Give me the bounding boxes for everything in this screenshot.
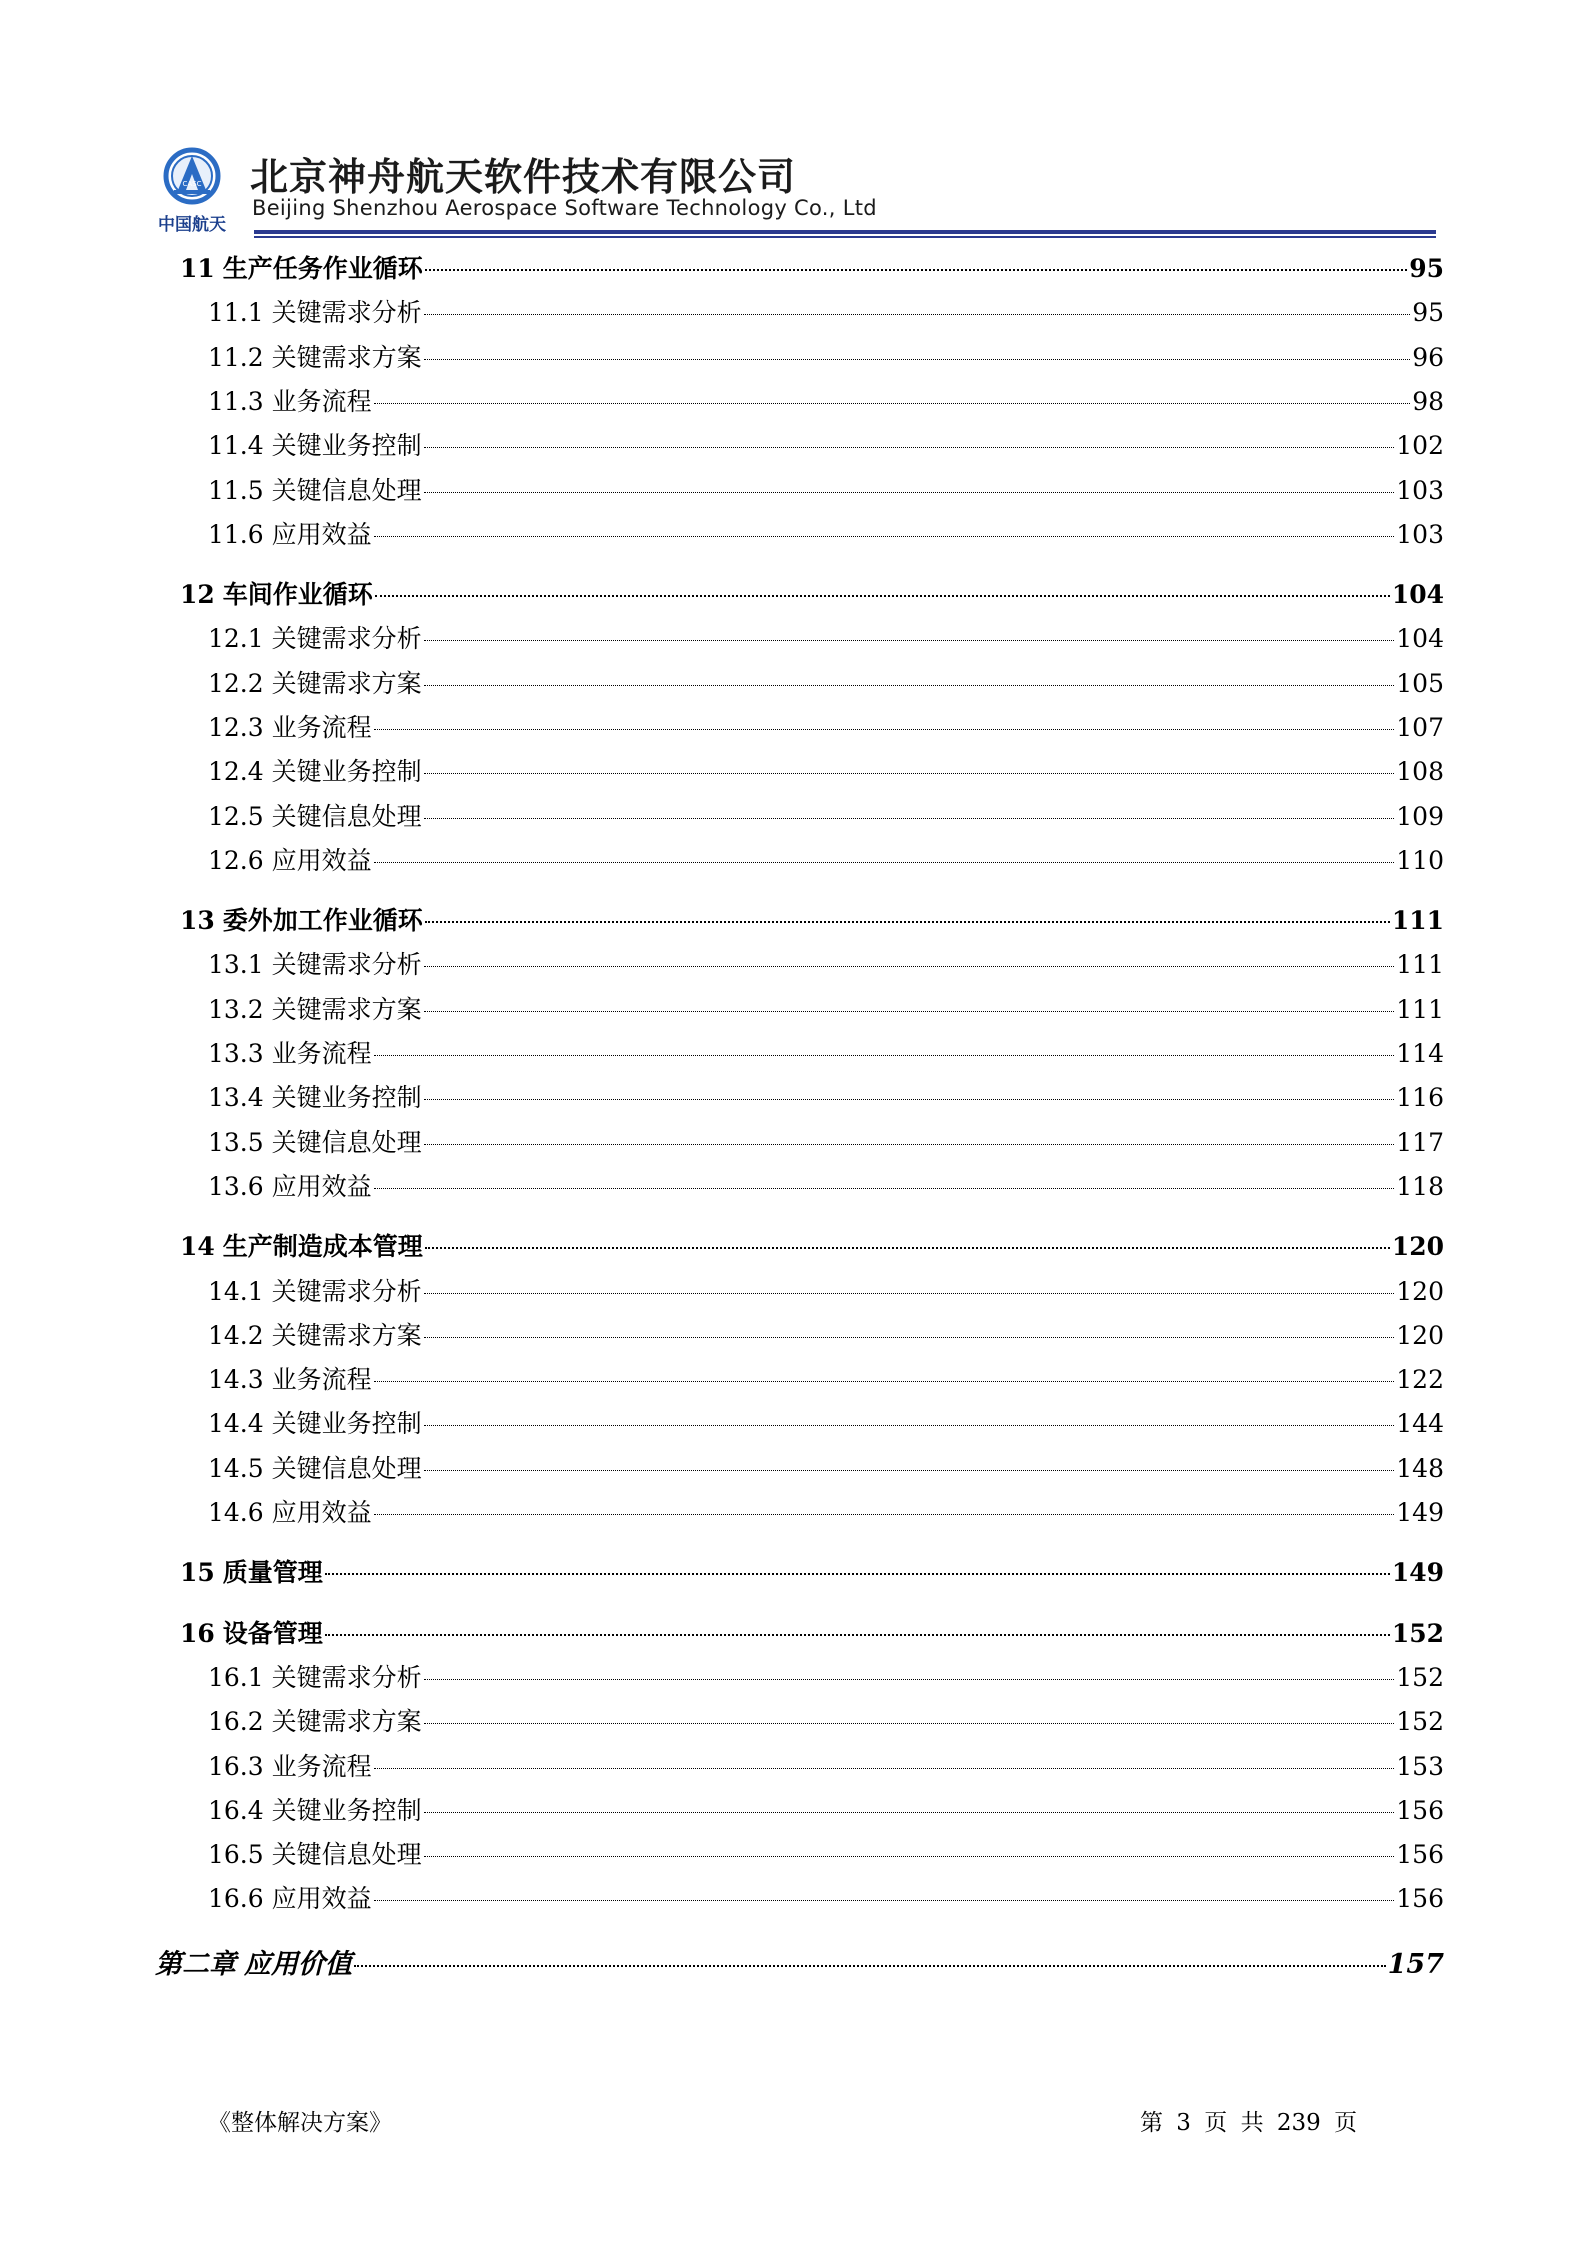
toc-entry-page: 111 [1396, 950, 1444, 979]
toc-entry-section[interactable] [208, 1747, 1444, 1783]
toc-entry-title: 质量管理 [222, 1558, 323, 1587]
toc-entry-section[interactable] [208, 619, 1444, 655]
toc-dot-leader [325, 1573, 1390, 1575]
toc-dot-leader [424, 1679, 1395, 1680]
toc-entry-number: 11.6 [208, 520, 264, 549]
toc-entry-chapter[interactable] [180, 575, 1444, 611]
toc-entry-chapter[interactable] [180, 1227, 1444, 1263]
toc-entry-section[interactable] [208, 1167, 1444, 1203]
toc-entry-number: 14.5 [208, 1454, 264, 1483]
toc-entry-title: 关键需求分析 [271, 1663, 422, 1692]
casc-logo [158, 146, 238, 234]
toc-entry-section[interactable] [208, 1449, 1444, 1485]
toc-entry-title: 业务流程 [271, 1752, 372, 1781]
toc-entry-page: 122 [1396, 1365, 1444, 1394]
toc-entry-title: 关键需求方案 [271, 669, 422, 698]
toc-dot-leader [424, 1293, 1395, 1294]
toc-entry-number: 14 [180, 1232, 215, 1261]
toc-entry-title: 关键业务控制 [271, 757, 422, 786]
toc-entry-page: 95 [1409, 254, 1444, 283]
toc-entry-section[interactable] [208, 1123, 1444, 1159]
toc-entry-title: 应用效益 [271, 1172, 372, 1201]
toc-entry-page: 156 [1396, 1884, 1444, 1913]
toc-dot-leader [374, 403, 1411, 404]
toc-entry-title: 应用效益 [271, 520, 372, 549]
toc-entry-number: 第二章 [155, 1949, 236, 1980]
toc-entry-page: 103 [1396, 520, 1444, 549]
casc-emblem-icon [158, 146, 238, 212]
toc-entry-page: 111 [1391, 906, 1444, 935]
toc-dot-leader [424, 773, 1395, 774]
toc-entry-number: 16.3 [208, 1752, 264, 1781]
toc-dot-leader [374, 1381, 1395, 1382]
toc-entry-section[interactable] [208, 1702, 1444, 1738]
toc-dot-leader [375, 595, 1390, 597]
toc-entry-title: 设备管理 [222, 1619, 323, 1648]
toc-entry-number: 16.4 [208, 1796, 264, 1825]
toc-entry-page: 105 [1396, 669, 1444, 698]
toc-dot-leader [374, 536, 1395, 537]
toc-dot-leader [424, 1470, 1395, 1471]
toc-entry-number: 12.2 [208, 669, 264, 698]
toc-dot-leader [374, 1514, 1395, 1515]
toc-entry-section[interactable] [208, 945, 1444, 981]
toc-dot-leader [424, 314, 1411, 315]
toc-entry-section[interactable] [208, 515, 1444, 551]
toc-entry-number: 13.4 [208, 1083, 264, 1112]
toc-dot-leader [424, 1425, 1395, 1426]
toc-dot-leader [425, 921, 1390, 923]
toc-entry-page: 109 [1396, 802, 1444, 831]
toc-entry-page: 157 [1387, 1949, 1444, 1980]
toc-entry-number: 11.5 [208, 476, 264, 505]
toc-entry-title: 生产任务作业循环 [222, 254, 423, 283]
toc-dot-leader [425, 269, 1407, 271]
toc-entry-page: 116 [1396, 1083, 1444, 1112]
toc-entry-number: 14.3 [208, 1365, 264, 1394]
toc-entry-page: 104 [1391, 580, 1444, 609]
company-name-en: Beijing Shenzhou Aerospace Software Technology Co., Ltd [252, 196, 877, 220]
toc-entry-title: 关键需求分析 [271, 624, 422, 653]
toc-entry-section[interactable] [208, 1272, 1444, 1308]
toc-dot-leader [424, 640, 1395, 641]
toc-entry-page: 98 [1412, 387, 1444, 416]
footer-doc-title: 《整体解决方案》 [208, 2110, 392, 2136]
toc-entry-number: 14.4 [208, 1409, 264, 1438]
toc-entry-section[interactable] [208, 1493, 1444, 1529]
toc-dot-leader [424, 1723, 1395, 1724]
toc-entry-section[interactable] [208, 1360, 1444, 1396]
toc-entry-section[interactable] [208, 1658, 1444, 1694]
toc-entry-page: 103 [1396, 476, 1444, 505]
toc-entry-number: 11 [180, 254, 215, 283]
toc-entry-number: 12.5 [208, 802, 264, 831]
toc-entry-page: 120 [1391, 1232, 1444, 1261]
toc-entry-section[interactable] [208, 1034, 1444, 1070]
toc-entry-section[interactable] [208, 1316, 1444, 1352]
toc-entry-title: 关键需求方案 [271, 343, 422, 372]
toc-entry-page: 95 [1412, 298, 1444, 327]
toc-entry-section[interactable] [208, 752, 1444, 788]
toc-dot-leader [424, 1812, 1395, 1813]
toc-entry-number: 16.5 [208, 1840, 264, 1869]
footer-page-info: 第 3 页 共 239 页 [1140, 2110, 1358, 2136]
toc-entry-title: 业务流程 [271, 713, 372, 742]
toc-entry-number: 12.3 [208, 713, 264, 742]
toc-entry-number: 16.6 [208, 1884, 264, 1913]
toc-entry-number: 12 [180, 580, 215, 609]
toc-dot-leader [424, 1099, 1395, 1100]
toc-entry-page: 120 [1396, 1321, 1444, 1350]
toc-dot-leader [374, 1768, 1395, 1769]
toc-dot-leader [374, 1055, 1395, 1056]
header-rule-thin [254, 236, 1436, 238]
toc-entry-page: 110 [1396, 846, 1444, 875]
toc-entry-page: 149 [1391, 1558, 1444, 1587]
toc-entry-number: 12.4 [208, 757, 264, 786]
toc-dot-leader [424, 1144, 1395, 1145]
toc-entry-number: 13.6 [208, 1172, 264, 1201]
toc-entry-section[interactable] [208, 382, 1444, 418]
toc-entry-title: 关键需求分析 [271, 298, 422, 327]
toc-entry-title: 应用效益 [271, 846, 372, 875]
toc-entry-page: 144 [1396, 1409, 1444, 1438]
toc-entry-section[interactable] [208, 841, 1444, 877]
toc-entry-page: 96 [1412, 343, 1444, 372]
toc-entry-number: 13.1 [208, 950, 264, 979]
toc-entry-number: 16.2 [208, 1707, 264, 1736]
toc-entry-title: 关键业务控制 [271, 1409, 422, 1438]
toc-entry-title: 关键信息处理 [271, 1128, 422, 1157]
toc-entry-page: 152 [1396, 1663, 1444, 1692]
toc-entry-title: 业务流程 [271, 387, 372, 416]
toc-entry-section[interactable] [208, 708, 1444, 744]
toc-entry-title: 委外加工作业循环 [222, 906, 423, 935]
toc-dot-leader [374, 729, 1395, 730]
toc-dot-leader [424, 1011, 1395, 1012]
toc-entry-number: 13.2 [208, 995, 264, 1024]
toc-entry-number: 13.3 [208, 1039, 264, 1068]
company-name-cn: 北京神舟航天软件技术有限公司 [250, 155, 797, 199]
toc-entry-number: 11.4 [208, 431, 264, 460]
page-header [158, 142, 1438, 242]
toc-dot-leader [424, 492, 1395, 493]
logo-text: 中国航天 [158, 215, 226, 235]
toc-entry-title: 关键需求分析 [271, 950, 422, 979]
toc-entry-number: 11.3 [208, 387, 264, 416]
toc-entry-number: 11.2 [208, 343, 264, 372]
toc-entry-number: 11.1 [208, 298, 264, 327]
toc-entry-page: 149 [1396, 1498, 1444, 1527]
toc-entry-number: 16.1 [208, 1663, 264, 1692]
toc-dot-leader [424, 1337, 1395, 1338]
toc-entry-chapter[interactable] [180, 1553, 1444, 1589]
toc-entry-page: 156 [1396, 1796, 1444, 1825]
toc-entry-page: 156 [1396, 1840, 1444, 1869]
toc-entry-title: 关键信息处理 [271, 1840, 422, 1869]
toc-entry-section[interactable] [208, 990, 1444, 1026]
toc-entry-number: 12.6 [208, 846, 264, 875]
toc-entry-page: 153 [1396, 1752, 1444, 1781]
toc-entry-section[interactable] [208, 1791, 1444, 1827]
toc-dot-leader [374, 1188, 1395, 1189]
toc-entry-title: 应用价值 [244, 1949, 352, 1980]
toc-entry-page: 104 [1396, 624, 1444, 653]
toc-entry-page: 107 [1396, 713, 1444, 742]
toc-entry-number: 13.5 [208, 1128, 264, 1157]
toc-entry-page: 108 [1396, 757, 1444, 786]
toc-entry-section[interactable] [208, 797, 1444, 833]
toc-entry-number: 12.1 [208, 624, 264, 653]
toc-entry-title: 关键业务控制 [271, 431, 422, 460]
toc-entry-chapter[interactable] [180, 1614, 1444, 1650]
toc-dot-leader [424, 685, 1395, 686]
toc-entry-number: 14.2 [208, 1321, 264, 1350]
toc-entry-title: 业务流程 [271, 1365, 372, 1394]
toc-entry-title: 关键需求方案 [271, 1707, 422, 1736]
toc-dot-leader [425, 1247, 1390, 1249]
toc-entry-section[interactable] [208, 426, 1444, 462]
toc-entry-page: 102 [1396, 431, 1444, 460]
toc-dot-leader [424, 359, 1411, 360]
toc-entry-title: 关键需求分析 [271, 1277, 422, 1306]
toc-entry-chapter[interactable] [180, 901, 1444, 937]
toc-dot-leader [374, 1900, 1395, 1901]
toc-entry-section[interactable] [208, 1404, 1444, 1440]
logo-emblem-text: CASC [182, 180, 202, 188]
toc-entry-page: 152 [1391, 1619, 1444, 1648]
header-rule [254, 230, 1436, 234]
toc-entry-page: 152 [1396, 1707, 1444, 1736]
toc-entry-number: 14.1 [208, 1277, 264, 1306]
toc-entry-number: 13 [180, 906, 215, 935]
toc-entry-title: 关键业务控制 [271, 1083, 422, 1112]
toc-entry-section[interactable] [208, 1078, 1444, 1114]
toc-entry-number: 14.6 [208, 1498, 264, 1527]
toc-dot-leader [374, 862, 1395, 863]
toc-entry-section[interactable] [208, 1879, 1444, 1915]
toc-entry-section[interactable] [208, 293, 1444, 329]
toc-entry-title: 车间作业循环 [222, 580, 373, 609]
toc-entry-title: 关键需求方案 [271, 995, 422, 1024]
toc-entry-title: 生产制造成本管理 [222, 1232, 423, 1261]
toc-entry-title: 应用效益 [271, 1498, 372, 1527]
toc-entry-section[interactable] [208, 471, 1444, 507]
toc-entry-page: 118 [1396, 1172, 1444, 1201]
toc-entry-part[interactable] [155, 1942, 1444, 1978]
toc-entry-title: 关键信息处理 [271, 476, 422, 505]
toc-entry-number: 16 [180, 1619, 215, 1648]
toc-dot-leader [424, 818, 1395, 819]
toc-dot-leader [354, 1965, 1386, 1967]
toc-entry-section[interactable] [208, 664, 1444, 700]
toc-entry-title: 应用效益 [271, 1884, 372, 1913]
toc-entry-title: 业务流程 [271, 1039, 372, 1068]
toc-dot-leader [424, 447, 1395, 448]
toc-entry-page: 111 [1396, 995, 1444, 1024]
toc-dot-leader [325, 1634, 1390, 1636]
toc-entry-page: 120 [1396, 1277, 1444, 1306]
toc-entry-chapter[interactable] [180, 249, 1444, 285]
toc-entry-number: 15 [180, 1558, 215, 1587]
toc-entry-page: 114 [1396, 1039, 1444, 1068]
toc-entry-section[interactable] [208, 1835, 1444, 1871]
toc-dot-leader [424, 966, 1395, 967]
toc-entry-page: 117 [1396, 1128, 1444, 1157]
toc-entry-title: 关键业务控制 [271, 1796, 422, 1825]
toc-entry-title: 关键需求方案 [271, 1321, 422, 1350]
toc-dot-leader [424, 1856, 1395, 1857]
toc-entry-title: 关键信息处理 [271, 1454, 422, 1483]
toc-entry-page: 148 [1396, 1454, 1444, 1483]
toc-entry-title: 关键信息处理 [271, 802, 422, 831]
toc-entry-section[interactable] [208, 338, 1444, 374]
